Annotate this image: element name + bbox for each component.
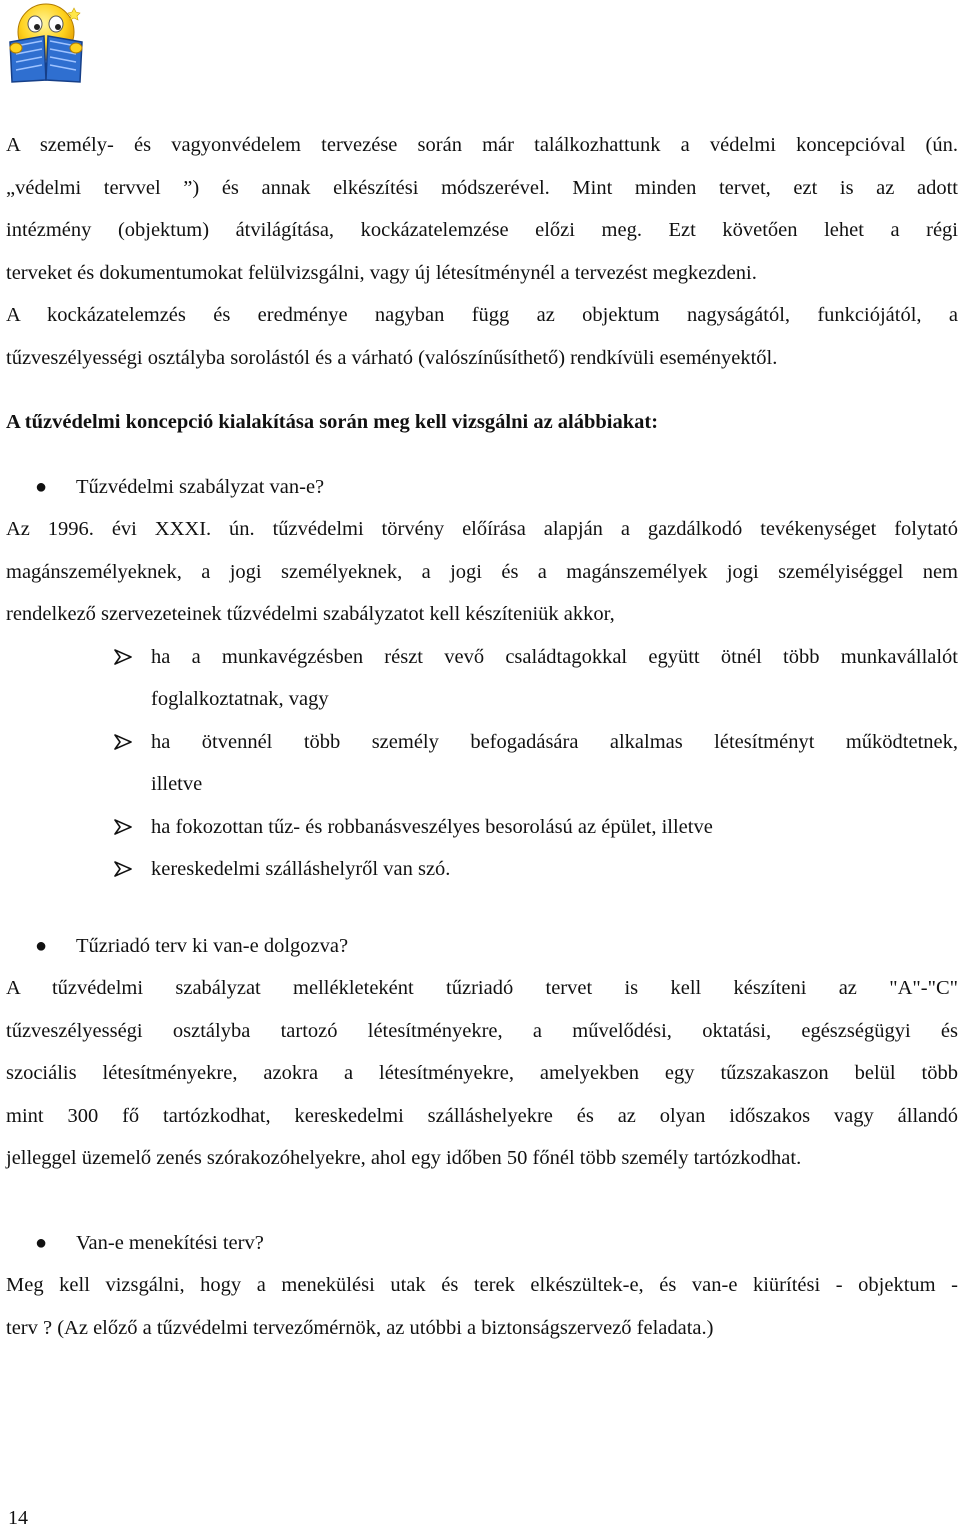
arrow-item: ha ötvennél több személy befogadására alkalmas létesítményt működtetnek, (6, 721, 958, 764)
bullet-item: ● Tűzvédelmi szabályzat van-e? (6, 466, 958, 509)
text-line: mint 300 fő tartózkodhat, kereskedelmi szálláshelyekre és az olyan időszakos vagy állandó (6, 1104, 958, 1127)
text-line: magánszemélyeknek, a jogi személyeknek, a jogi és a magánszemélyek jogi személyiséggel nem (6, 560, 958, 583)
arrowhead-icon (113, 733, 133, 751)
arrow-item: kereskedelmi szálláshelyről van szó. (6, 848, 958, 891)
section-evacuation-plan (6, 1222, 958, 1350)
section-fire-alarm-plan (6, 925, 958, 1180)
arrow-item-continuation: illetve (151, 773, 203, 795)
text-line: Meg kell vizsgálni, hogy a menekülési utak és terek elkészültek-e, és van-e kiürítési - objektum - (6, 1274, 958, 1296)
page-number: 14 (8, 1507, 28, 1529)
text-line: terveket és dokumentumokat felülvizsgálni, vagy új létesítménynél a tervezést megkezdeni. (6, 261, 757, 284)
arrow-item: ha a munkavégzésben részt vevő családtagokkal együtt ötnél több munkavállalót (6, 636, 958, 679)
text-line: A személy- és vagyonvédelem tervezése során már találkozhattunk a védelmi koncepcióval (ún. (6, 134, 958, 156)
arrow-item: ha fokozottan tűz- és robbanásveszélyes besorolású az épület, illetve (6, 806, 958, 849)
document-body (6, 124, 958, 1349)
bullet-item: ● Tűzriadó terv ki van-e dolgozva? (6, 925, 958, 968)
arrowhead-icon (113, 648, 133, 666)
intro-paragraph (6, 124, 958, 379)
arrowhead-icon (113, 818, 133, 836)
bullet-icon: ● (35, 934, 48, 957)
text-line: tűzveszélyességi osztályba tartozó létesítményekre, a művelődési, oktatási, egészségügyi és (6, 1019, 958, 1042)
bullet-icon: ● (35, 475, 48, 498)
text-line: rendelkező szervezeteinek tűzvédelmi szabályzatot kell készíteniük akkor, (6, 603, 615, 625)
bullet-icon: ● (35, 1231, 48, 1254)
text-line: Az 1996. évi XXXI. ún. tűzvédelmi törvény előírása alapján a gazdálkodó tevékenységet folytató (6, 518, 958, 540)
section-fire-regulation (6, 466, 958, 891)
smiley-reading-book-icon (4, 2, 88, 84)
text-line: jelleggel üzemelő zenés szórakozóhelyekre, ahol egy időben 50 főnél több személy tartózkodhat. (6, 1147, 802, 1169)
text-line: terv ? (Az előző a tűzvédelmi tervezőmérnök, az utóbbi a biztonságszervező feladata.) (6, 1316, 714, 1339)
text-line: „védelmi tervvel ”) és annak elkészítési módszerével. Mint minden tervet, ezt is az adott (6, 176, 958, 199)
text-line: A kockázatelemzés és eredménye nagyban függ az objektum nagyságától, funkciójától, a (6, 304, 958, 326)
section-heading: A tűzvédelmi koncepció kialakítása során meg kell vizsgálni az alábbiakat: (6, 411, 659, 433)
text-line: A tűzvédelmi szabályzat mellékleteként tűzriadó tervet is kell készíteni az "A"-"C" (6, 977, 958, 999)
text-line: szociális létesítményekre, azokra a létesítményekre, amelyekben egy tűzszakaszon belül több (6, 1062, 958, 1084)
text-line: intézmény (objektum) átvilágítása, kockázatelemzése előzi meg. Ezt követően lehet a régi (6, 219, 958, 241)
arrow-item-continuation: foglalkoztatnak, vagy (151, 688, 329, 710)
bullet-item: ● Van-e menekítési terv? (6, 1222, 958, 1265)
arrowhead-icon (113, 860, 133, 878)
text-line: tűzveszélyességi osztályba sorolástól és a várható (valószínűsíthető) rendkívüli eseményektől. (6, 346, 778, 369)
